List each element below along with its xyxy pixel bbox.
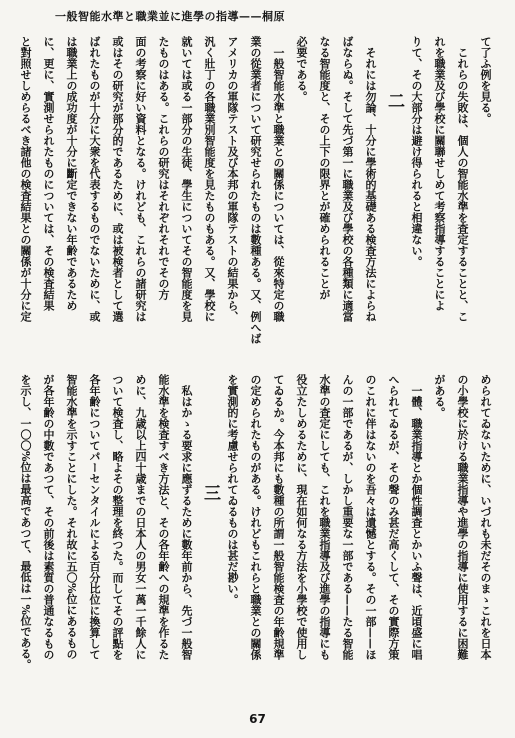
- text-column: ばれたものが十分に大衆を代表するものでないために、或: [88, 36, 101, 322]
- text-column: 必要である。: [295, 36, 308, 102]
- upper-text-block: [14, 36, 497, 346]
- text-column: の小學校に於ける職業指導や進學の指導に使用するに困難: [456, 374, 469, 660]
- text-column: たものはある。これらの研究はそれぞれそれでその方: [157, 36, 170, 300]
- text-column: ついて検査し、略よその整理を終つた。而してその評點を: [111, 374, 124, 660]
- lower-text-block: [14, 374, 497, 684]
- text-column: を實測的に考慮せられてゐるものは甚だ尠い。: [226, 374, 239, 605]
- text-column: なる智能度と、その上下の限界とが確められることが: [318, 36, 331, 300]
- text-column: 智能水準を示すことにした。それ故に五〇%位にあるもの: [65, 374, 78, 660]
- text-column: められてゐないために、いづれも未だそのまゝこれを日本: [479, 374, 492, 660]
- text-column: の定められたものがある。けれどもこれらと職業との關係: [249, 374, 262, 660]
- section-number: 三: [200, 484, 220, 501]
- text-column: りて、その大部分は避け得られると相違ない。: [410, 36, 423, 267]
- text-column: 一般智能水準と職業との關係については、從來特定の職: [272, 47, 285, 322]
- text-column: 水準の査定にしても、これを職業指導及び進學の指導にも: [318, 374, 331, 660]
- text-column: 能水準を検査すべき方法と、その各年齢への規準を作るた: [157, 374, 170, 660]
- text-column: めに、九歳以上四十歳までの日本人の男女一萬一千餘人に: [134, 374, 147, 660]
- text-column: て了ふ例を見る。: [479, 36, 492, 124]
- text-column: れを職業及び學校に關聯せしめて考察指導することによ: [433, 36, 446, 311]
- text-column: これらの失敗は、個人の智能水準を査定することと、こ: [456, 47, 469, 322]
- text-column: は職業上の成功度が十分に斷定できない年齢であるため: [65, 36, 78, 311]
- text-column: 就いては或る一部分の生徒、學生についてその智能度を見: [180, 36, 193, 322]
- text-column: へられてゐるが、その聲のみ甚だ高くして、その實際方策: [387, 374, 400, 660]
- text-column: アメリカの軍隊テスト及び本邦の軍隊テストの結果から、: [226, 36, 239, 322]
- text-column: がある。: [433, 374, 446, 418]
- section-number: 二: [384, 92, 404, 109]
- text-column: が各年齢の中數であつて、その前後は素質の普通なるもの: [42, 374, 55, 660]
- page-number: 67: [249, 712, 266, 726]
- text-column: 業の從業者について研究せられたものは數種ある。又、例へば: [249, 36, 262, 344]
- text-column: 面の考察に好い資料となる。けれども、これらの諸研究は: [134, 36, 147, 322]
- text-column: に、更に、實測せられたものについては、その検査結果: [42, 36, 55, 311]
- text-column: てゐるか。今本邦にも數種の所謂一般智能検査の年齢規準: [272, 374, 285, 660]
- text-column: 各年齢についてパーセンタイルによる百分比位に換算して: [88, 374, 101, 660]
- text-column: を示し、一〇〇%位は最高であつて、最低は一%位である。: [19, 374, 32, 670]
- running-header: 一般智能水準と職業並に進學の指導——桐原: [55, 10, 285, 23]
- text-column: んの一部であるが、しかし重要な一部である——たる智能: [341, 374, 354, 660]
- text-column: 汎く壯丁の各職業別智能度を見たものもある。又、學校に: [203, 36, 216, 322]
- text-column: のこれに伴はないのを吾々は遺憾とする。その一部——ほ: [364, 374, 377, 660]
- text-column: 一體、職業指導とか個性調査とかいふ聲は、近頃盛に唱: [410, 385, 423, 660]
- text-column: と對照せしめらるべき諸他の検査結果との關係が十分に定: [19, 36, 32, 322]
- text-column: ばならぬ。そして先づ第一に職業及び學校の各種類に適當: [341, 36, 354, 322]
- text-column: 役立たしめるために、現在如何なる方法を小學校で使用し: [295, 374, 308, 660]
- text-column: それには勿論、十分に學術的基礎ある検査方法によらね: [364, 47, 377, 322]
- text-column: 或はその研究が部分的であるために、或は被検者として選: [111, 36, 124, 322]
- text-column: 私はかゝる要求に應ずるために數年前から、先づ一般智: [180, 385, 193, 660]
